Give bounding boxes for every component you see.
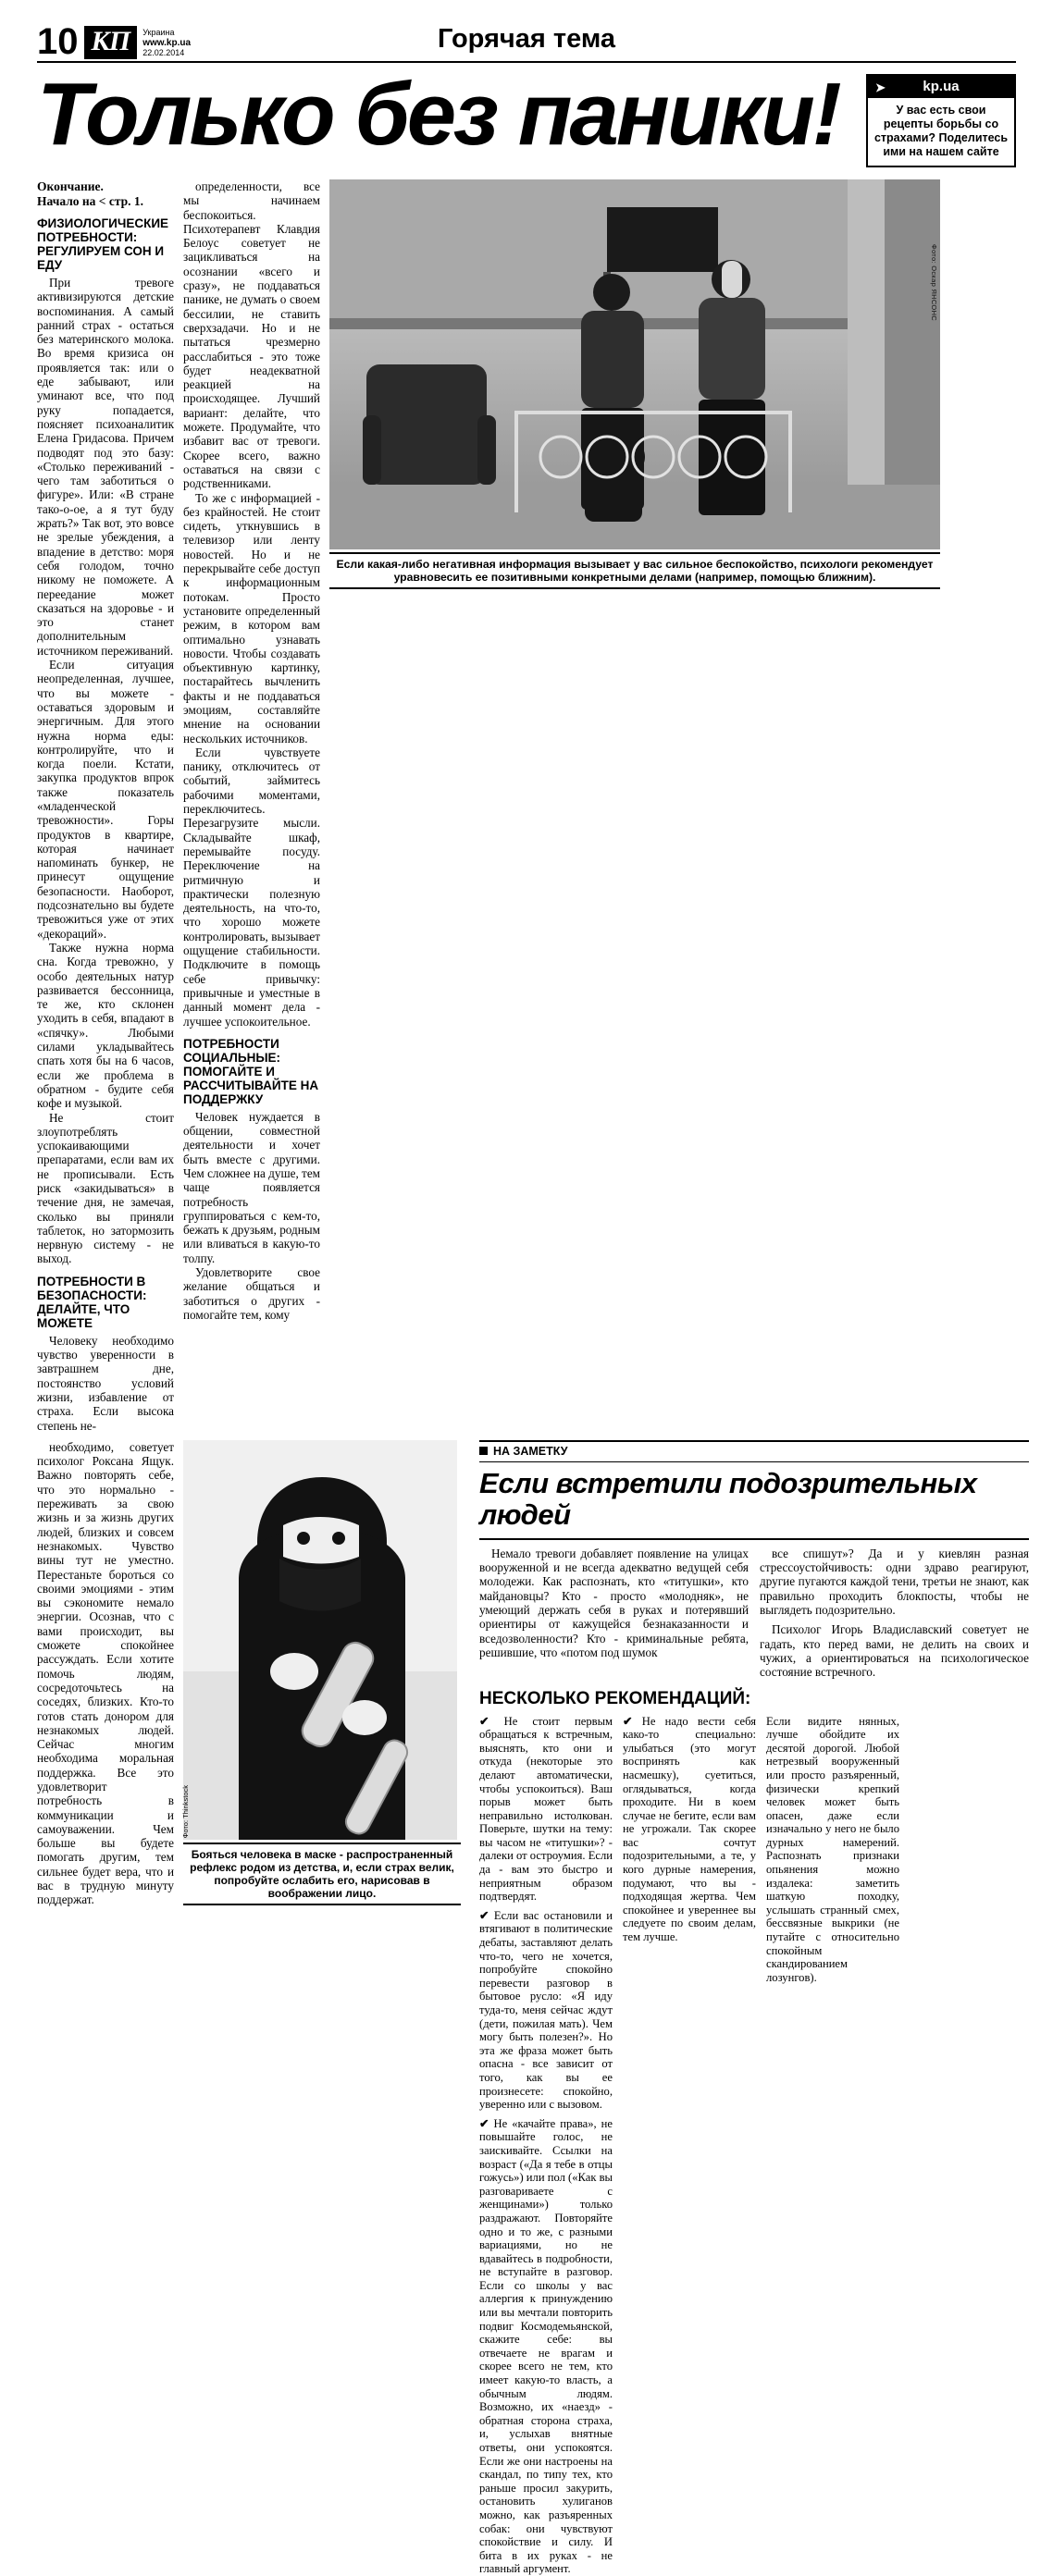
check-icon: ✔ [479, 2116, 489, 2130]
rec-item [479, 1909, 613, 2112]
square-bullet-icon [479, 1447, 488, 1455]
recommendations-heading: НЕСКОЛЬКО РЕКОМЕНДАЦИЙ: [479, 1688, 751, 1708]
rec-col-2 [623, 1715, 756, 2576]
main-photo [329, 179, 940, 549]
col2-p2: То же с информацией - без крайностей. Не стоит сидеть, уткнувшись в телевизор или ленту новостей. Но и не перекрывайте себе доступ к информационным потокам. Просто установите определенный режим, в котором вам оптимально узнавать новости. Чтобы создавать объективную картинку, постарайтесь вычленить факты и не поддаваться эмоциям, составляйте мнение на основании нескольких источников. [183, 490, 320, 746]
col1-subhead-1: ФИЗИОЛОГИЧЕСКИЕ ПОТРЕБНОСТИ: РЕГУЛИРУЕМ СОН И ЕДУ [37, 216, 169, 272]
main-photo-block [329, 179, 940, 1433]
masthead [37, 0, 1016, 62]
check-icon: ✔ [623, 1714, 633, 1728]
rec-item [623, 1715, 756, 1944]
rec-text: Не «качайте права», не повышайте голос, не заискивайте. Ссылки на возраст («Да я тебе в отцы гожусь») или пол («Как вы разговариваете с женщинами») только раздражают. Повторяйте одно и то же, с разными вариациями, но не вдавайтесь в подробности, не вступайте в разговор. Если со школы у вас аллергия к принуждению или вы мечтали повторить подвиг Космодемьянской, скажите себе: вы отвечаете не врагам и скорее всего не тем, кто имеет какую-то власть, а обычным людям. Возможно, их «наезд» - обратная сторона страха, и, услыхав внятные ответы, они успокоятся. Если же они настроены на скандал, по типу тех, кто раньше просил закурить, остановить хулиганов можно, как разъяренных собак: они чувствуют спокойствие и силу. И бита в их руках - не главный аргумент. [479, 2116, 613, 2576]
promo-header [868, 76, 1014, 98]
col2-subhead: ПОТРЕБНОСТИ СОЦИАЛЬНЫЕ: ПОМОГАЙТЕ И РАССЧИТЫВАЙТЕ НА ПОДДЕРЖКУ [183, 1036, 319, 1106]
headline-row [37, 67, 1016, 176]
left-columns [37, 1440, 461, 2576]
mask-photo [183, 1440, 457, 1840]
col2-p1: определенности, все мы начинаем беспокоиться. Психотерапевт Клавдия Белоус советует не зацикливаться на осознании «всего и сразу», не поддаваться панике, не думать о своем бессилии, не ставить сверхзадачи. Но и не пытаться чрезмерно расслабиться - это тоже будет неадекватной реакцией на происходящее. Лучший вариант: делайте, что можете. Продумайте, что избавит вас от тревоги. Скорее всего, важно оставаться на связи с родственниками. [183, 179, 320, 491]
col3-p1: необходимо, советует психолог Роксана Ящук. Важно повторять себе, что это нормально - переживать за свою жизнь и за жизнь других людей, близких и совсем незнакомых. Чувство вины тут не уместно. Перестаньте бороться со своими эмоциями - этим вы сэкономите немало энергии. Осознав, что с вами происходит, вы сможете спокойнее рассуждать. Если хотите помочь людям, сосредоточьтесь на соседях, близких. Кто-то готов стать донором для незнакомых людей. Сейчас многим необходима моральная поддержка. Все это удовлетворит потребность в коммуникации и самоуважении. Чем больше вы будете помогать другим, тем сильнее будет вера, что и вас в трудную минуту поддержат. [37, 1439, 174, 1907]
mask-photo-credit: Фото: Thinkstock [181, 1784, 190, 1838]
main-photo-credit: Фото: Оскар ЯНСОНС [930, 244, 938, 322]
continuation-line2: Начало на < стр. 1. [37, 193, 144, 208]
continuation-note [37, 179, 174, 208]
note-intro-col-2 [760, 1547, 1029, 1680]
rec-item [479, 1715, 613, 1904]
note-title: Если встретили подозрительных людей [479, 1466, 977, 1531]
col1-p3: Также нужна норма сна. Когда тревожно, у особо деятельных натур развивается бессонница, те же, кто склонен уходить в себя, впадают в «спячку». Любыми силами укладывайтесь спать хотя бы на 6 часов, если же проблема в обратном - будите себя кофе и музыкой. [37, 940, 174, 1111]
col1-p1: При тревоге активизируются детские воспоминания. А самый ранний страх - остаться без материнского молока. Во время кризиса он проявляется так: или о еде забывают, или уминают все, что под руку попадается, поясняет психоаналитик Елена Гридасова. Причем подводят под это базу: «Столько переживаний - чего там заботиться о фигуре». Или: «В стране тако-о-ое, а я тут буду жрать?» Так вот, это вовсе не зрелые убеждения, а впадение в детство: моря себя голодом, точно никому не поможете. А переедание может сказаться на здоровье - и это станет дополнительным источником переживаний. [37, 276, 174, 658]
col2-p3: Если чувствуете панику, отключитесь от событий, займитесь рабочими моментами, переключитесь. Перезагрузите мысли. Складывайте шкаф, перемывайте посуду. Переключение на ритмичную и практически полезную деятельность, на что-то, что хорошо можете контролировать, вызывает ощущение стабильности. Подключите в помощь себе привычку: привычные и уместные в данный момент дела - лучшее успокоительное. [183, 745, 320, 1029]
header-divider [37, 61, 1016, 63]
site-url[interactable]: www.kp.ua [142, 38, 192, 48]
col2-p5: Удовлетворите свое желание общаться и заботиться о других - помогайте тем, кому [183, 1265, 320, 1322]
column-3 [37, 1440, 174, 2576]
edition-label: Украина [142, 28, 175, 37]
rec-text: Если вас остановили и втягивают в политические дебаты, заставляют делать что-то, чего не хочется, попробуйте спокойно перевести разговор в бытовое русло: «Я иду туда-то, меня сейчас ждут (дети, пожилая мать). Чем могу быть полезен?». Но эта же фраза может быть опасна - все зависит от того, как вы ее произнесете: спокойно, уверенно или с вызовом. [479, 1908, 613, 2112]
check-icon: ✔ [479, 1714, 489, 1728]
rec-text: Не надо вести себя како-то специально: улыбаться (это могут воспринять как насмешку), суетиться, оглядываться, когда проходите. Ни в коем случае не бегите, если вам не угрожали. Так скорее вас сочтут подозрительными, а те, у кого дурные намерения, подумают, что вы - подходящая жертва. Чем спокойнее и увереннее вы следуете по своим делам, тем лучше. [623, 1714, 756, 1944]
promo-box[interactable] [866, 74, 1016, 167]
column-2 [183, 179, 320, 1433]
continuation-line1: Окончание. [37, 179, 104, 193]
promo-tag: kp.ua [923, 79, 960, 94]
column-4-photo [183, 1440, 461, 2576]
lower-section [37, 1439, 1029, 2576]
kp-logo: КП [84, 26, 138, 59]
note-intro-col-1 [479, 1547, 749, 1680]
rec-text: Не стоит первым обращаться к встречным, выяснять, кто они и откуда (некоторые это делают автоматически, чтобы успокоиться). Ваш порыв может быть неправильно истолкован. Поверьте, шутки на тему: вы часом не «титушки»? - далеки от остроумия. Если да - вам это быстро и неприятным образом подтвердят. [479, 1714, 613, 1904]
rec-col-3 [766, 1715, 899, 2576]
note-p3: Психолог Игорь Владиславский советует не гадать, кто перед вами, не делить на своих и чужих, а ориентироваться на психологическое состояние встречного. [760, 1622, 1029, 1680]
col1-p2: Если ситуация неопределенная, лучшее, что вы можете - оставаться здоровым и энергичным. Для этого нужна норма еды: контролируйте, что и когда поели. Кстати, закупка продуктов впрок также показатель «младенческой тревожности». Горы продуктов в квартире, которая начинает напоминать бункер, не принесут ощущение безопасности. Наоборот, подсознательно вы будете тревожиться уже от этих «декораций». [37, 658, 174, 941]
note-intro [479, 1547, 1029, 1680]
check-icon: ✔ [479, 1908, 489, 1922]
bird-icon: ➤ [875, 80, 886, 94]
rec-col-1 [479, 1715, 613, 2576]
recommendations [479, 1715, 1029, 2576]
note-p2: все спишут»? Да и у киевлян разная стрессоустойчивость: одни здраво реагируют, другие пугаются каждой тени, третьи не знают, как правильно проходить блокпосты, чтобы не выглядеть подозрительно. [760, 1546, 1029, 1618]
promo-text: У вас есть свои рецепты борьбы со страхами? Поделитесь ими на нашем сайте [873, 104, 1009, 158]
col1-p4: Не стоит злоупотреблять успокаивающими препаратами, если вам их не прописывали. Есть риск «закидываться» в течение дня, не замечая, сколько вы приняли таблеток, но затормозить нервную систему - не выход. [37, 1110, 174, 1266]
column-1 [37, 179, 174, 1433]
main-photo-caption: Если какая-либо негативная информация вызывает у вас сильное беспокойство, психологи рекомендует уравновесить ее позитивными конкретными делами (например, помощью ближним). [329, 552, 940, 589]
note-label-text: НА ЗАМЕТКУ [493, 1444, 568, 1458]
note-p1: Немало тревоги добавляет появление на улицах вооруженной и не всегда адекватно ведущей себя молодежи. Как распознать, кто «титушки», кто майдановцы? Кто - просто «молодняк», не умеющий держать себя в руках и потерявший ориентиры от кажущейся безнаказанности и вседозволенности? Кто - криминальные ребята, решившие, что «потом под шумок [479, 1546, 749, 1659]
rec-item [766, 1715, 899, 1985]
note-label [479, 1440, 1029, 1462]
col1-subhead-2: ПОТРЕБНОСТИ В БЕЗОПАСНОСТИ: ДЕЛАЙТЕ, ЧТО МОЖЕТЕ [37, 1274, 147, 1330]
page-number: 10 [37, 21, 79, 62]
note-divider [479, 1538, 1029, 1540]
rec-item [479, 2117, 613, 2576]
top-area [37, 179, 1016, 1433]
page-title: Только без паники! [37, 65, 839, 164]
section-title: Горячая тема [437, 24, 616, 54]
issue-date: 22.02.2014 [142, 48, 185, 57]
note-block [479, 1440, 1029, 2576]
col1-p5: Человеку необходимо чувство уверенности в завтрашнем дне, постоянство условий жизни, избавление от страха. Если высока степень не- [37, 1333, 174, 1433]
mask-photo-caption: Бояться человека в маске - распространенный рефлекс родом из детства, и, если страх велик, попробуйте ослабить его, нарисовав в воображении лицо. [183, 1843, 461, 1905]
col2-p4: Человек нуждается в общении, совместной деятельности и хочет быть вместе с другими. Чем сложнее на душе, тем чаще появляется потребность группироваться с кем-то, бежать к друзьям, родным или вливаться в какую-то толпу. [183, 1109, 321, 1265]
rec-text: Если видите нянных, лучше обойдите их десятой дорогой. Любой нетрезвый вооруженный или просто разъяренный, физически крепкий человек может быть опасен, даже если изначально у него не было дурных намерений. Распознать признаки опьянения можно издалека: заметить шаткую походку, услышать странный смех, бессвязные выкрики (не путайте с относительно спокойным скандированием лозунгов). [766, 1714, 899, 1984]
